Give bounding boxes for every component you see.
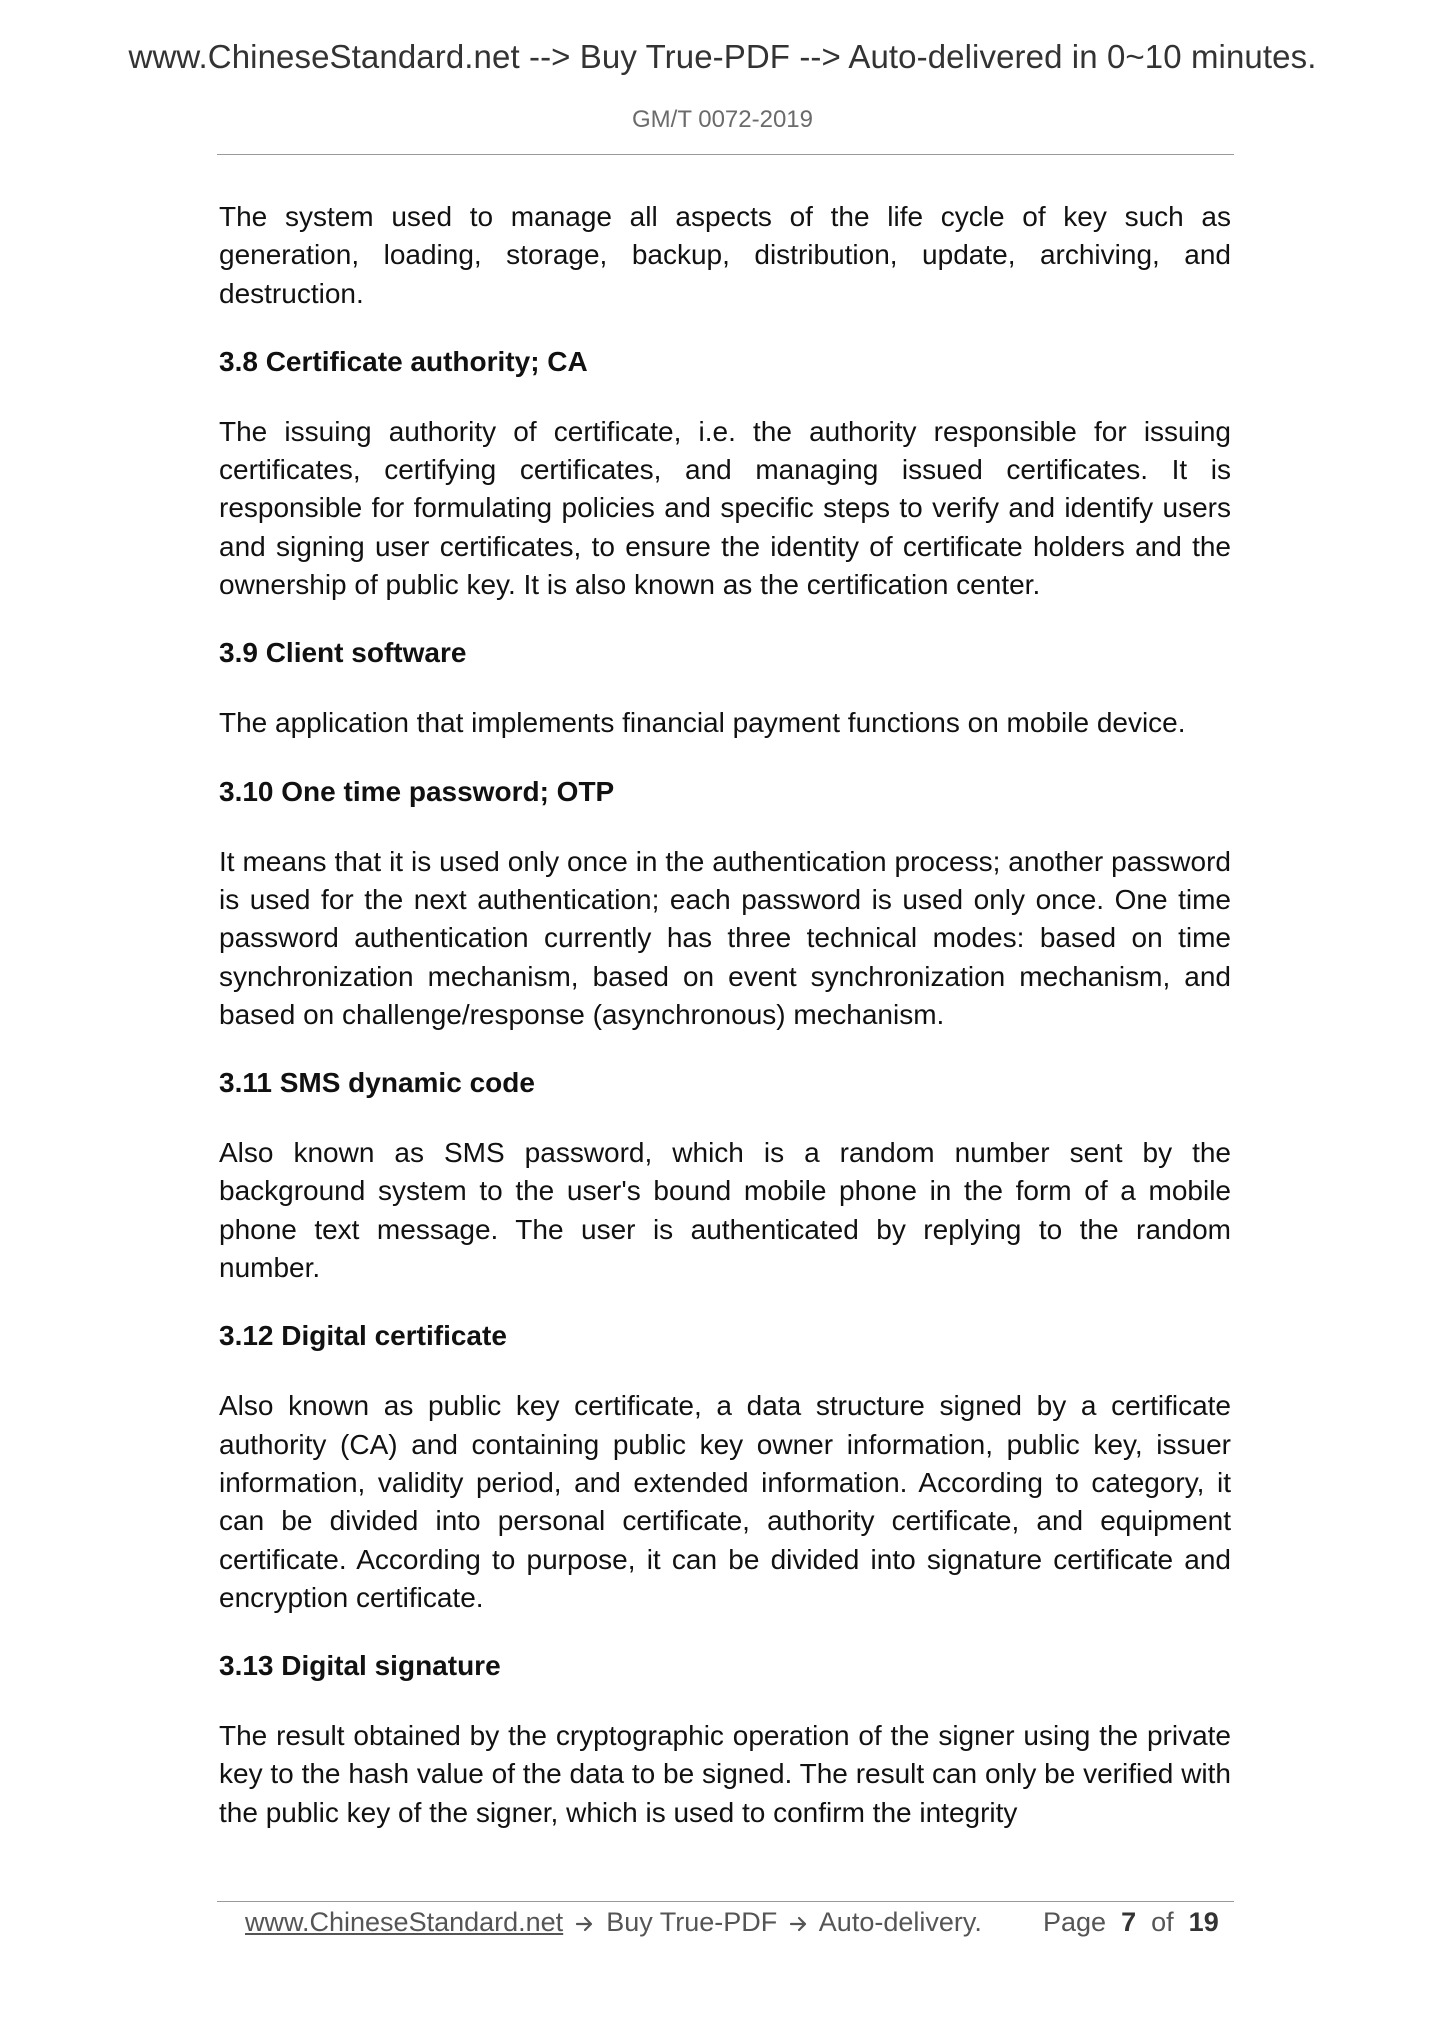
section-text-3-11: Also known as SMS password, which is a random number sent by the background system to the user's bound mobile phone in the form of a mobile phone text message. The user is authenticated by replying to the random number. (219, 1137, 1231, 1284)
page-label: Page (1043, 1907, 1107, 1937)
section-text-3-10: It means that it is used only once in the authentication process; another password is used for the next authentication; each password is used only once. One time password authentication currently has three technical modes: based on time synchronization mechanism, based on event synchronization mechanism, and based on challenge/response (asynchronous) mechanism. (219, 845, 1231, 1030)
section-heading-3-9: 3.9 Client software (219, 637, 467, 669)
footer-buy-text: Buy True-PDF (606, 1907, 778, 1937)
standard-code: GM/T 0072-2019 (632, 106, 813, 133)
page-number: 7 (1121, 1907, 1137, 1937)
section-heading-3-12: 3.12 Digital certificate (219, 1320, 507, 1352)
intro-paragraph: The system used to manage all aspects of the life cycle of key such as generation, loading, storage, backup, distribution, update, archiving, and destruction. (219, 201, 1231, 309)
page-body (219, 198, 1231, 1832)
section-heading-3-13: 3.13 Digital signature (219, 1650, 501, 1682)
section-heading-3-10: 3.10 One time password; OTP (219, 775, 615, 807)
page-indicator (1043, 1902, 1219, 1942)
footer-delivery-text: Auto-delivery. (818, 1907, 982, 1937)
section-heading-3-8: 3.8 Certificate authority; CA (219, 345, 588, 377)
right-arrow-icon (575, 1904, 595, 1944)
section-heading-3-11: 3.11 SMS dynamic code (219, 1067, 535, 1099)
footer-site-link[interactable]: www.ChineseStandard.net (245, 1907, 564, 1937)
section-text-3-9: The application that implements financial payment functions on mobile device. (219, 707, 1186, 739)
section-text-3-8: The issuing authority of certificate, i.e. the authority responsible for issuing certificates, certifying certificates, and managing issued certificates. It is responsible for formulating policies and specific steps to verify and identify users and signing user certificates, to ensure the identity of certificate holders and the ownership of public key. It is also known as the certification center. (219, 415, 1231, 601)
section-text-3-12: Also known as public key certificate, a data structure signed by a certificate authority (CA) and containing public key owner information, public key, issuer information, validity period, and extended information. According to category, it can be divided into personal certificate, authority certificate, and equipment certificate. According to purpose, it can be divided into signature certificate and encryption certificate. (219, 1390, 1231, 1613)
top-banner[interactable]: www.ChineseStandard.net --> Buy True-PDF --> Auto-delivered in 0~10 minutes. (128, 38, 1317, 75)
total-pages: 19 (1188, 1907, 1219, 1937)
of-label: of (1151, 1907, 1174, 1937)
page-footer (245, 1902, 1225, 1944)
header-divider (217, 154, 1234, 155)
section-text-3-13: The result obtained by the cryptographic operation of the signer using the private key to the hash value of the data to be signed. The result can only be verified with the public key of the signer, which is used to confirm the integrity (219, 1720, 1231, 1828)
right-arrow-icon (789, 1904, 809, 1944)
